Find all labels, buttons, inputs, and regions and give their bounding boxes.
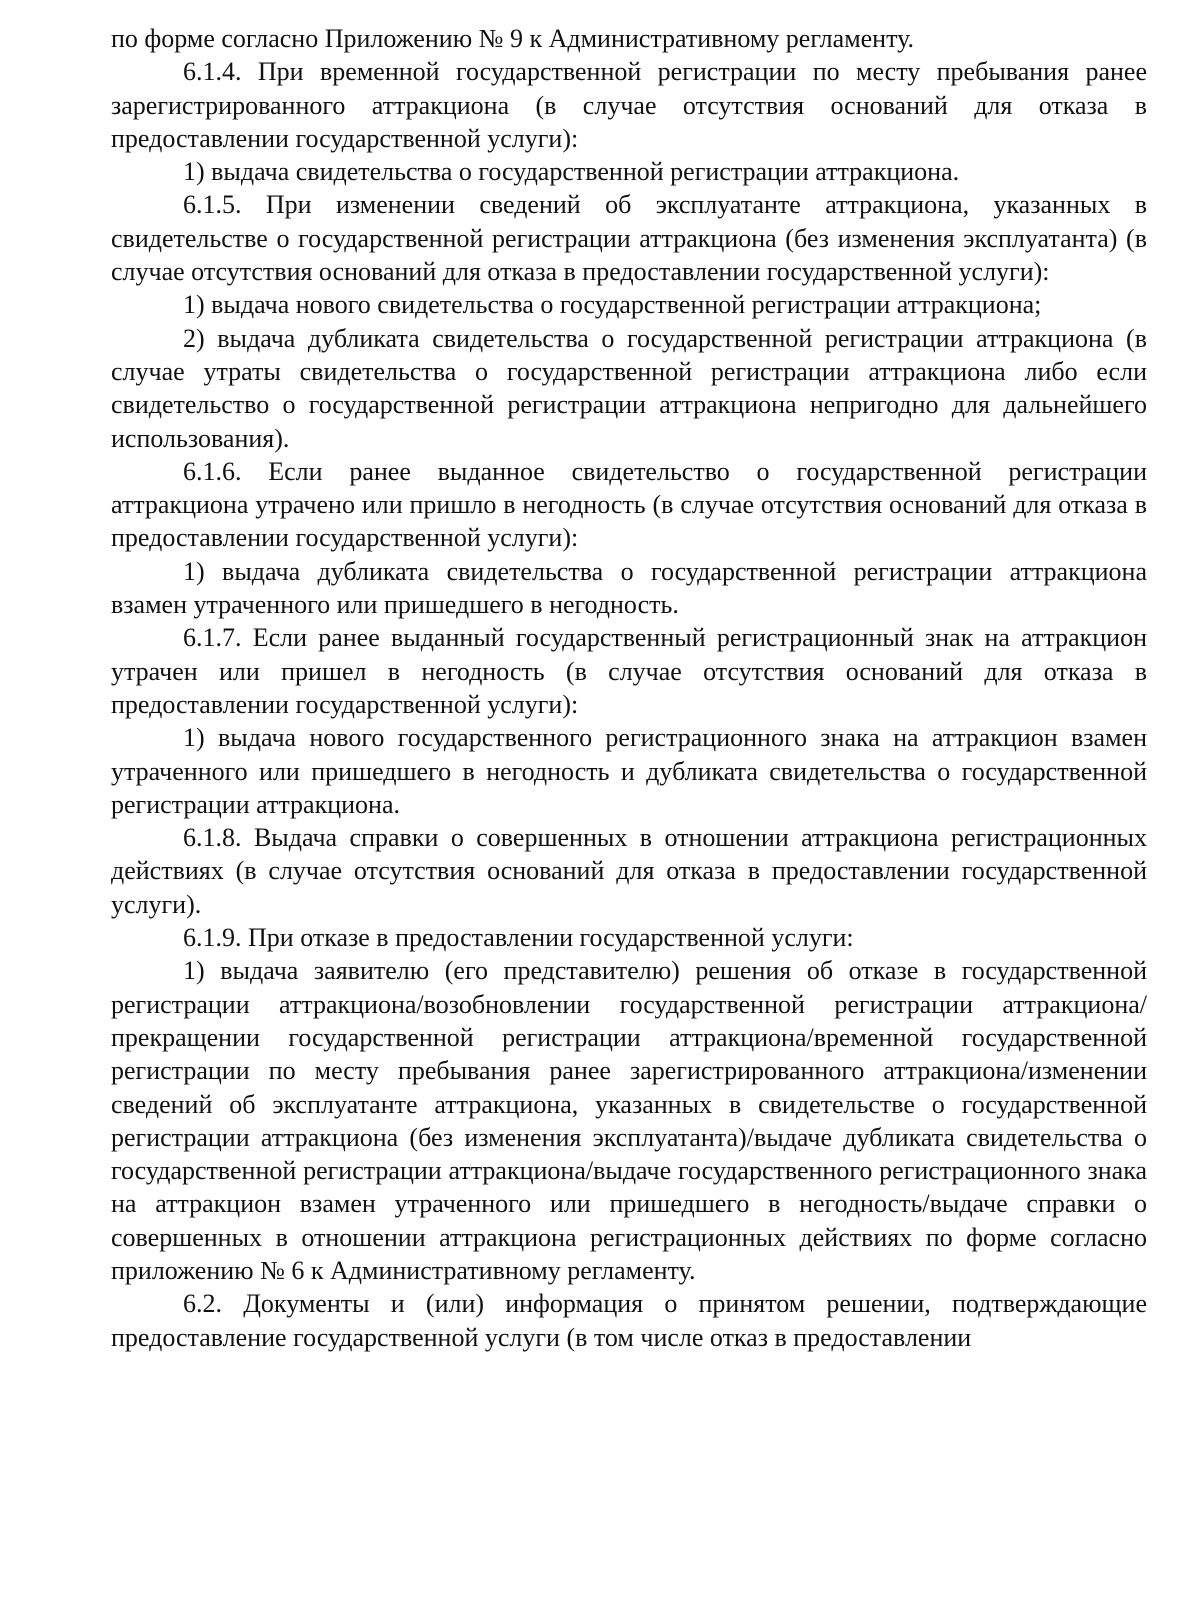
paragraph-6-1-5-item-1: 1) выдача нового свидетельства о государственной регистрации аттракциона;: [183, 290, 1042, 320]
paragraph-6-1-9-item-1: 1) выдача заявителю (его представителю) решения об отказе в государственной регистрации аттракциона/возобновлении государственной регистрации аттракциона/прекращении государственной регистрации аттракциона/временной государственной регистрации по месту пребывания ранее зарегистрированного аттракциона/изменении сведений об эксплуатанте аттракциона, указанных в свидетельстве о государственной регистрации аттракциона (без изменения эксплуатанта)/выдаче дубликата свидетельства о государственной регистрации аттракциона/выдаче государственного регистрационного знака на аттракцион взамен утраченного или пришедшего в негодность/выдаче справки о совершенных в отношении аттракциона регистрационных действиях по форме согласно приложению № 6 к Административному регламенту.: [111, 956, 1147, 1285]
paragraph-6-1-4-item-1: 1) выдача свидетельства о государственной регистрации аттракциона.: [183, 157, 960, 187]
document-page: [111, 22, 1147, 1354]
paragraph-6-1-5-item-2: 2) выдача дубликата свидетельства о государственной регистрации аттракциона (в случае утраты свидетельства о государственной регистрации аттракциона либо если свидетельство о государственной регистрации аттракциона непригодно для дальнейшего использования).: [111, 323, 1147, 453]
paragraph-6-2: 6.2. Документы и (или) информация о принятом решении, подтверждающие предоставление государственной услуги (в том числе отказ в предоставлении: [111, 1289, 1147, 1352]
paragraph-6-1-7: 6.1.7. Если ранее выданный государственный регистрационный знак на аттракцион утрачен или пришел в негодность (в случае отсутствия оснований для отказа в предоставлении государственной услуги):: [111, 623, 1147, 719]
paragraph-6-1-7-item-1: 1) выдача нового государственного регистрационного знака на аттракцион взамен утраченного или пришедшего в негодность и дубликата свидетельства о государственной регистрации аттракциона.: [111, 723, 1147, 819]
paragraph-6-1-6-item-1: 1) выдача дубликата свидетельства о государственной регистрации аттракциона взамен утраченного или пришедшего в негодность.: [111, 556, 1147, 620]
paragraph-6-1-6: 6.1.6. Если ранее выданное свидетельство о государственной регистрации аттракциона утрачено или пришло в негодность (в случае отсутствия оснований для отказа в предоставлении государственной услуги):: [111, 456, 1147, 553]
paragraph-6-1-4: 6.1.4. При временной государственной регистрации по месту пребывания ранее зарегистрированного аттракциона (в случае отсутствия оснований для отказа в предоставлении государственной услуги):: [111, 57, 1147, 153]
paragraph-6-1-8: 6.1.8. Выдача справки о совершенных в отношении аттракциона регистрационных действиях (в случае отсутствия оснований для отказа в предоставлении государственной услуги).: [111, 823, 1147, 919]
paragraph-6-1-5: 6.1.5. При изменении сведений об эксплуатанте аттракциона, указанных в свидетельстве о государственной регистрации аттракциона (без изменения эксплуатанта) (в случае отсутствия оснований для отказа в предоставлении государственной услуги):: [111, 190, 1147, 287]
paragraph-6-1-9: 6.1.9. При отказе в предоставлении государственной услуги:: [183, 923, 854, 953]
paragraph-continuation: по форме согласно Приложению № 9 к Административному регламенту.: [111, 24, 915, 53]
